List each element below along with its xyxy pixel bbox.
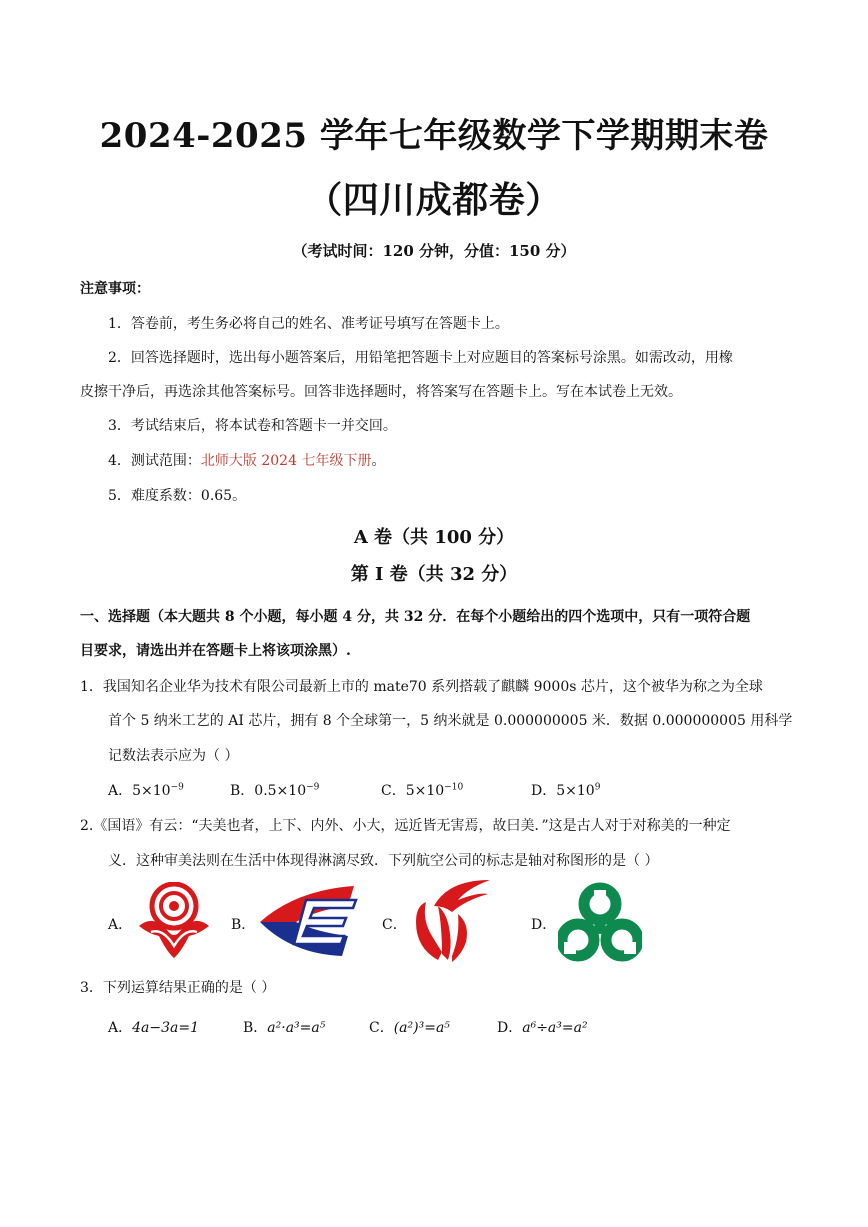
exam-title-line2: （四川成都卷） — [306, 179, 562, 221]
q1-option-b — [230, 780, 319, 800]
q1-option-a-base: 5×10 — [132, 783, 171, 799]
note-item-5: 5．难度系数：0.65。 — [108, 488, 247, 504]
q1-option-b-label: B． — [230, 783, 255, 799]
section-a-heading: A 卷（共 100 分） — [353, 527, 515, 548]
q3-option-d-label: D． — [497, 1020, 523, 1036]
exam-info: （考试时间：120 分钟，分值：150 分） — [292, 242, 576, 260]
air-china-logo-icon — [408, 876, 492, 964]
q1-option-d — [531, 780, 600, 800]
q2-option-b-label: B． — [231, 917, 256, 933]
q1-option-c — [381, 780, 463, 800]
malaysia-airlines-logo-icon — [256, 884, 360, 960]
q3-option-c-expr: (a²)³=a⁵ — [393, 1020, 450, 1036]
note-item-2-line2: 皮擦干净后，再选涂其他答案标号。回答非选择题时，将答案写在答题卡上。写在本试卷上无效。 — [80, 384, 682, 400]
q3-option-c — [369, 1017, 450, 1037]
q1-stem-line2: 首个 5 纳米工艺的 AI 芯片，拥有 8 个全球第一，5 纳米就是 0.000000005 米．数据 0.000000005 用科学 — [108, 713, 793, 729]
q2-option-a-label: A． — [108, 917, 133, 933]
q1-option-a-exponent: −9 — [170, 782, 184, 793]
q1-option-a — [108, 780, 184, 800]
q1-option-b-base: 0.5×10 — [254, 783, 307, 799]
note-item-4-prefix: 4．测试范围： — [108, 453, 201, 469]
note-item-2-line1: 2．回答选择题时，选出每小题答案后，用铅笔把答题卡上对应题目的答案标号涂黑。如需改动，用橡 — [108, 350, 733, 366]
q3-option-c-label: C． — [369, 1020, 394, 1036]
q3-option-b-expr: a²·a³=a⁵ — [267, 1020, 326, 1036]
q2-stem-line1: 2.《国语》有云：“夫美也者，上下、内外、小大，远近皆无害焉，故曰美．”这是古人对于对称美的一种定 — [80, 818, 731, 834]
q3-option-a — [108, 1017, 199, 1037]
q1-option-c-label: C． — [381, 783, 406, 799]
q3-option-b-label: B． — [243, 1020, 268, 1036]
q3-stem: 3．下列运算结果正确的是（ ） — [80, 980, 276, 996]
q3-option-a-label: A． — [108, 1020, 133, 1036]
notes-heading: 注意事项： — [80, 281, 150, 297]
q3-option-a-expr: 4a−3a=1 — [132, 1020, 200, 1036]
q2-stem-line2: 义．这种审美法则在生活中体现得淋漓尽致．下列航空公司的标志是轴对称图形的是（ ） — [108, 853, 659, 869]
q1-option-c-exponent: −10 — [444, 782, 464, 793]
q2-option-d-label: D． — [531, 917, 557, 933]
q2-option-c-label: C． — [382, 917, 407, 933]
q1-stem-line3: 记数法表示应为（ ） — [108, 748, 239, 764]
hainan-airlines-logo-icon — [133, 882, 215, 964]
note-item-1: 1．答卷前，考生务必将自己的姓名、准考证号填写在答题卡上。 — [108, 316, 509, 332]
note-item-4-suffix: 。 — [371, 453, 386, 469]
q1-option-d-exponent: 9 — [594, 782, 601, 793]
q1-option-c-base: 5×10 — [405, 783, 445, 799]
note-item-3: 3．考试结束后，将本试卷和答题卡一并交回。 — [108, 418, 397, 434]
q1-option-b-exponent: −9 — [306, 782, 320, 793]
note-item-4-scope: 北师大版 2024 七年级下册 — [200, 453, 372, 469]
part1-instructions-line2: 目要求，请选出并在答题卡上将该项涂黑）. — [80, 643, 351, 659]
q1-option-d-base: 5×10 — [556, 783, 595, 799]
spring-airlines-logo-icon — [558, 882, 642, 964]
q3-option-b — [243, 1017, 325, 1037]
section-i-heading: 第 I 卷（共 32 分） — [350, 564, 518, 585]
q1-option-d-label: D． — [531, 783, 557, 799]
note-item-4 — [108, 450, 385, 470]
part1-instructions-line1: 一、选择题（本大题共 8 个小题，每小题 4 分，共 32 分．在每个小题给出的四个选项中，只有一项符合题 — [80, 609, 751, 625]
q3-option-d — [497, 1017, 588, 1037]
q1-stem-line1: 1．我国知名企业华为技术有限公司最新上市的 mate70 系列搭载了麒麟 9000s 芯片，这个被华为称之为全球 — [80, 679, 763, 695]
q1-option-a-label: A． — [108, 783, 133, 799]
exam-title-line1: 2024-2025 学年七年级数学下学期期末卷 — [99, 116, 769, 156]
q3-option-d-expr: a⁶÷a³=a² — [522, 1020, 588, 1036]
